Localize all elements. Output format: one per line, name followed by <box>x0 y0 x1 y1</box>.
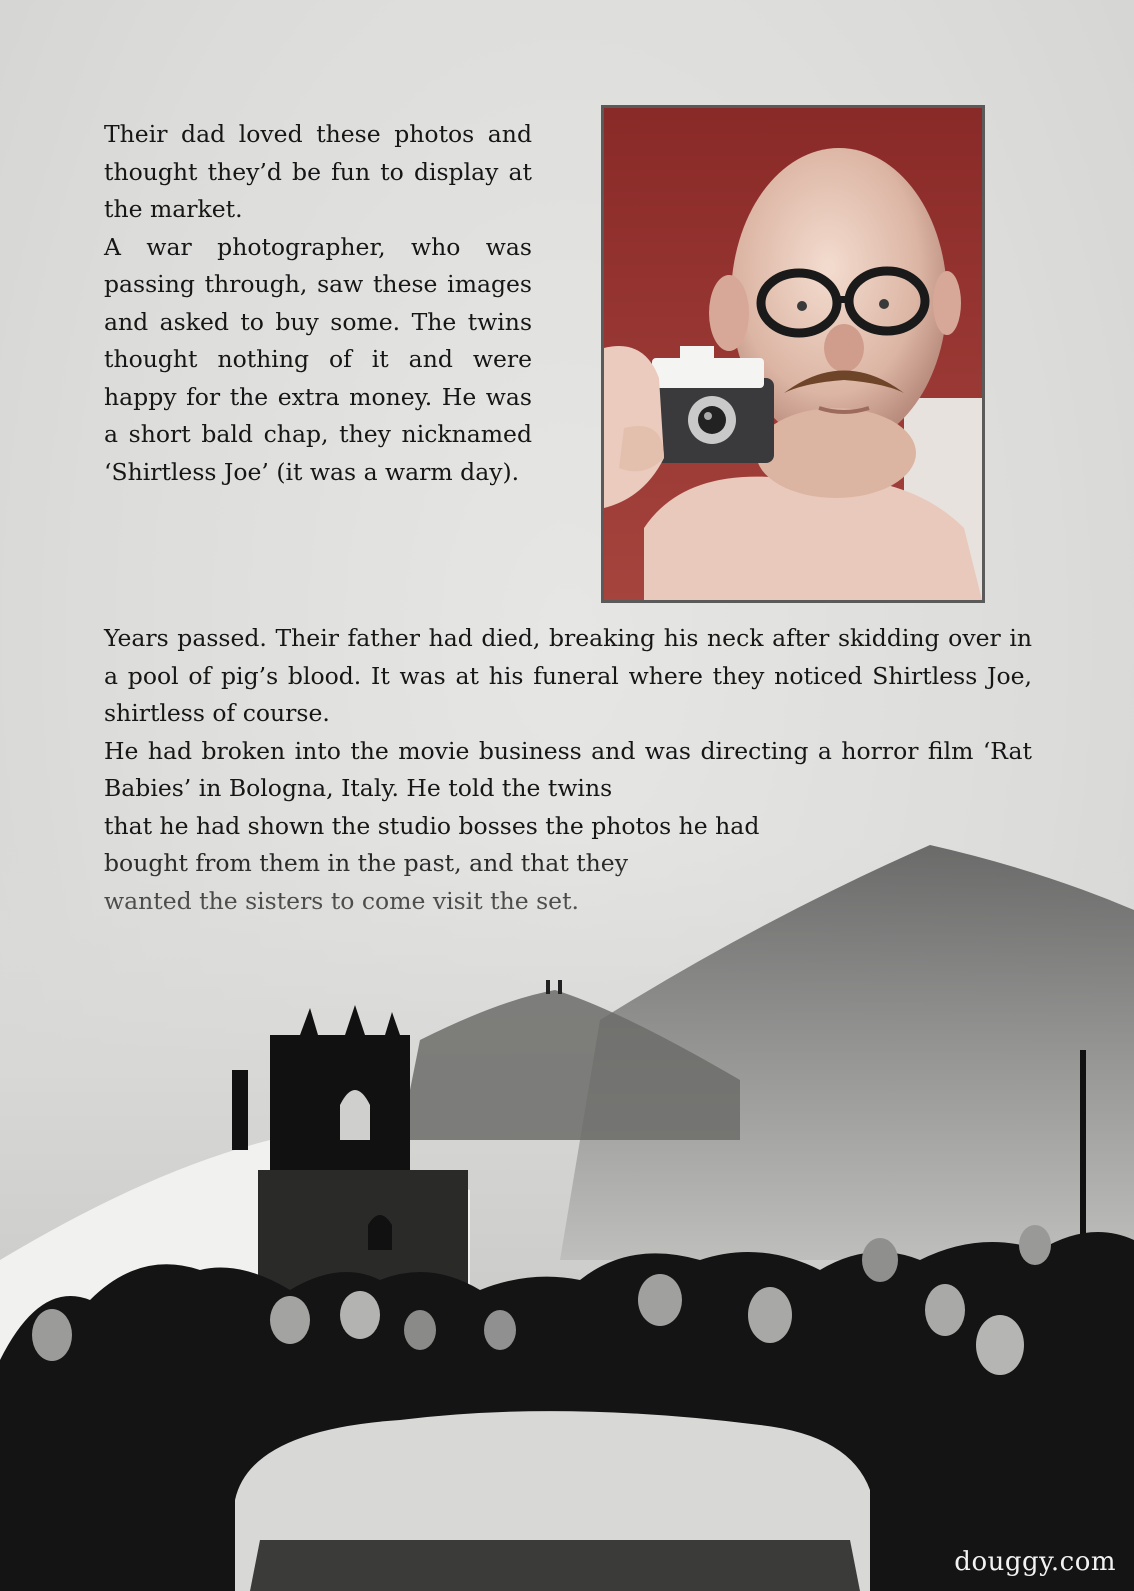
funeral-photograph <box>0 840 1134 1591</box>
story-paragraph-1: Years passed. Their father had died, breaking his neck after skidding over in a pool of pig’s blood. It was at his funeral where they noticed Shirtless Joe, shirtless of course. <box>104 624 1032 727</box>
watermark: douggy.com <box>954 1547 1116 1577</box>
story-paragraph-2: He had broken into the movie business and was directing a horror film ‘Rat Babies’ in Bologna, Italy. He told the twins <box>104 736 1032 802</box>
funeral-scene-illustration <box>0 840 1134 1591</box>
photographer-portrait <box>601 105 985 603</box>
story-line-1: that he had shown the studio bosses the photos he had <box>104 811 760 840</box>
intro-paragraph-1: Their dad loved these photos and thought they’d be fun to display at the market. <box>104 120 532 223</box>
intro-text-block <box>104 116 532 491</box>
portrait-illustration <box>604 108 982 600</box>
intro-paragraph-2: A war photographer, who was passing through, saw these images and asked to buy some. The twins thought nothing of it and were happy for the extra money. He was a short bald chap, they nicknamed ‘Shirtless Joe’ (it was a warm day). <box>104 232 532 486</box>
